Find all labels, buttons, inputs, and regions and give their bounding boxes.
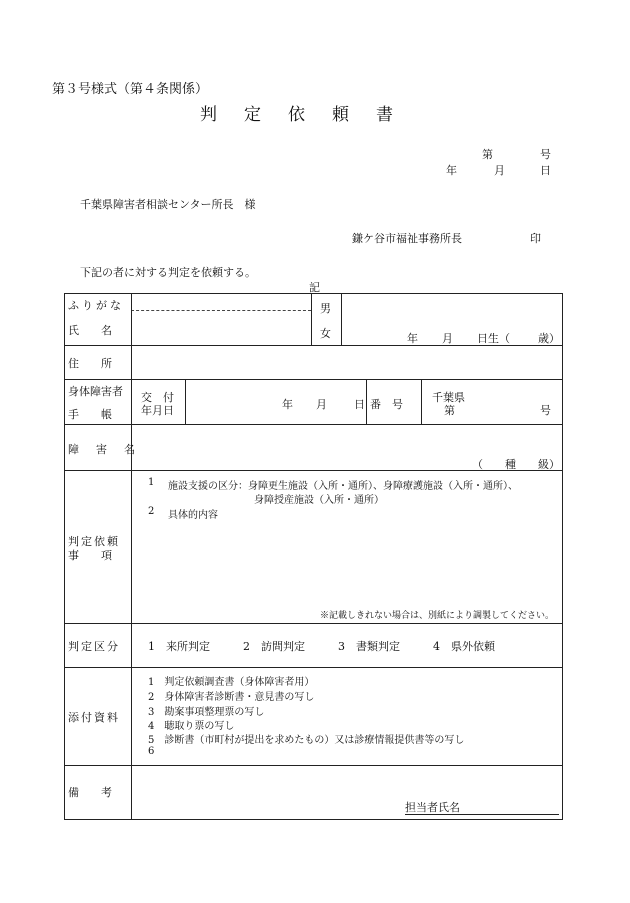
document-number-prefix: 第: [482, 148, 493, 161]
remarks-label: 備 考: [68, 786, 112, 799]
column-divider: [131, 470, 132, 623]
name-label: 氏 名: [68, 324, 112, 337]
column-divider: [131, 379, 132, 424]
request-item-number: 2: [148, 506, 155, 517]
issued-year-label: 年: [282, 398, 293, 411]
number-label: 番 号: [370, 398, 403, 411]
recipient: 千葉県障害者相談センター所長 様: [80, 198, 256, 211]
handbook-label-line1: 身体障害者: [68, 385, 123, 398]
column-divider: [131, 667, 132, 765]
column-divider: [131, 623, 132, 667]
issued-month-label: 月: [316, 398, 327, 411]
prefecture-label: 千葉県: [432, 391, 465, 404]
furigana-divider: [131, 310, 311, 311]
request-item-number: 1: [148, 477, 155, 488]
column-divider: [131, 345, 132, 379]
column-divider: [341, 293, 342, 345]
staff-name-underline[interactable]: [405, 814, 559, 815]
page-title: 判定依頼書: [200, 105, 420, 125]
date-day-label: 日: [540, 164, 551, 177]
request-items-label-line2: 事 項: [68, 549, 112, 562]
address-label: 住 所: [68, 357, 112, 370]
date-year-label: 年: [446, 164, 457, 177]
column-divider: [366, 379, 367, 424]
furigana-label: ふりがな: [68, 299, 124, 312]
row-divider: [64, 667, 563, 668]
seal-mark: 印: [530, 232, 541, 245]
category-out-of-prefecture[interactable]: 4 県外依頼: [433, 640, 495, 653]
category-document[interactable]: 3 書類判定: [338, 640, 400, 653]
issued-date-label-line1: 交 付: [141, 391, 174, 404]
request-item-facility-types-cont: 身障授産施設（入所・通所）: [254, 495, 384, 506]
issued-day-label: 日: [354, 398, 365, 411]
document-number-suffix: 号: [540, 148, 551, 161]
column-divider: [421, 379, 422, 424]
row-divider: [64, 424, 563, 425]
row-divider: [64, 379, 563, 380]
handbook-number-suffix: 号: [540, 404, 551, 417]
staff-name-label: 担当者氏名: [405, 801, 460, 814]
birth-year-label: 年: [407, 332, 418, 345]
birth-day-label: 日生（: [477, 332, 510, 345]
column-divider: [131, 293, 132, 345]
category-visit-center[interactable]: 1 来所判定: [148, 640, 210, 653]
attachment-item: 5 診断書（市町村が提出を求めたもの）又は診療情報提供書等の写し: [148, 735, 465, 746]
attachment-item: 3 勘案事項整理票の写し: [148, 707, 265, 718]
row-divider: [64, 765, 563, 766]
attachment-item: 2 身体障害者診断書・意見書の写し: [148, 692, 315, 703]
column-divider: [131, 765, 132, 820]
sex-male-option[interactable]: 男: [320, 302, 331, 315]
attachment-item: 6: [148, 746, 155, 757]
request-statement: 下記の者に対する判定を依頼する。: [80, 266, 256, 279]
date-month-label: 月: [494, 164, 505, 177]
birth-month-label: 月: [442, 332, 453, 345]
column-divider: [311, 293, 312, 345]
request-item-facility-types: 施設支援の区分：身障更生施設（入所・通所）、身障療護施設（入所・通所）、: [168, 481, 518, 492]
attachment-item: 4 聴取り票の写し: [148, 721, 235, 732]
form-number-label: 第３号様式（第４条関係）: [52, 82, 209, 97]
ki-label: 記: [309, 281, 320, 294]
attachments-label: 添付資料: [68, 711, 120, 724]
column-divider: [185, 379, 186, 424]
attachment-item: 1 判定依頼調査書（身体障害者用）: [148, 677, 315, 688]
request-note: ※記載しきれない場合は、別紙により調製してください。: [320, 611, 555, 621]
request-item-details: 具体的内容: [168, 510, 218, 521]
row-divider: [64, 623, 563, 624]
sender: 鎌ケ谷市福祉事務所長: [352, 232, 462, 245]
disability-name-label: 障 害 名: [68, 443, 138, 456]
sex-female-option[interactable]: 女: [320, 327, 331, 340]
handbook-number-prefix: 第: [444, 404, 455, 417]
category-home-visit[interactable]: 2 訪問判定: [243, 640, 305, 653]
request-items-label-line1: 判定依頼: [68, 535, 120, 548]
category-label: 判定区分: [68, 640, 120, 653]
disability-grade: （ 種 級）: [472, 458, 560, 471]
handbook-label-line2: 手 帳: [68, 408, 112, 421]
age-label: 歳）: [538, 332, 560, 345]
issued-date-label-line2: 年月日: [141, 404, 174, 417]
